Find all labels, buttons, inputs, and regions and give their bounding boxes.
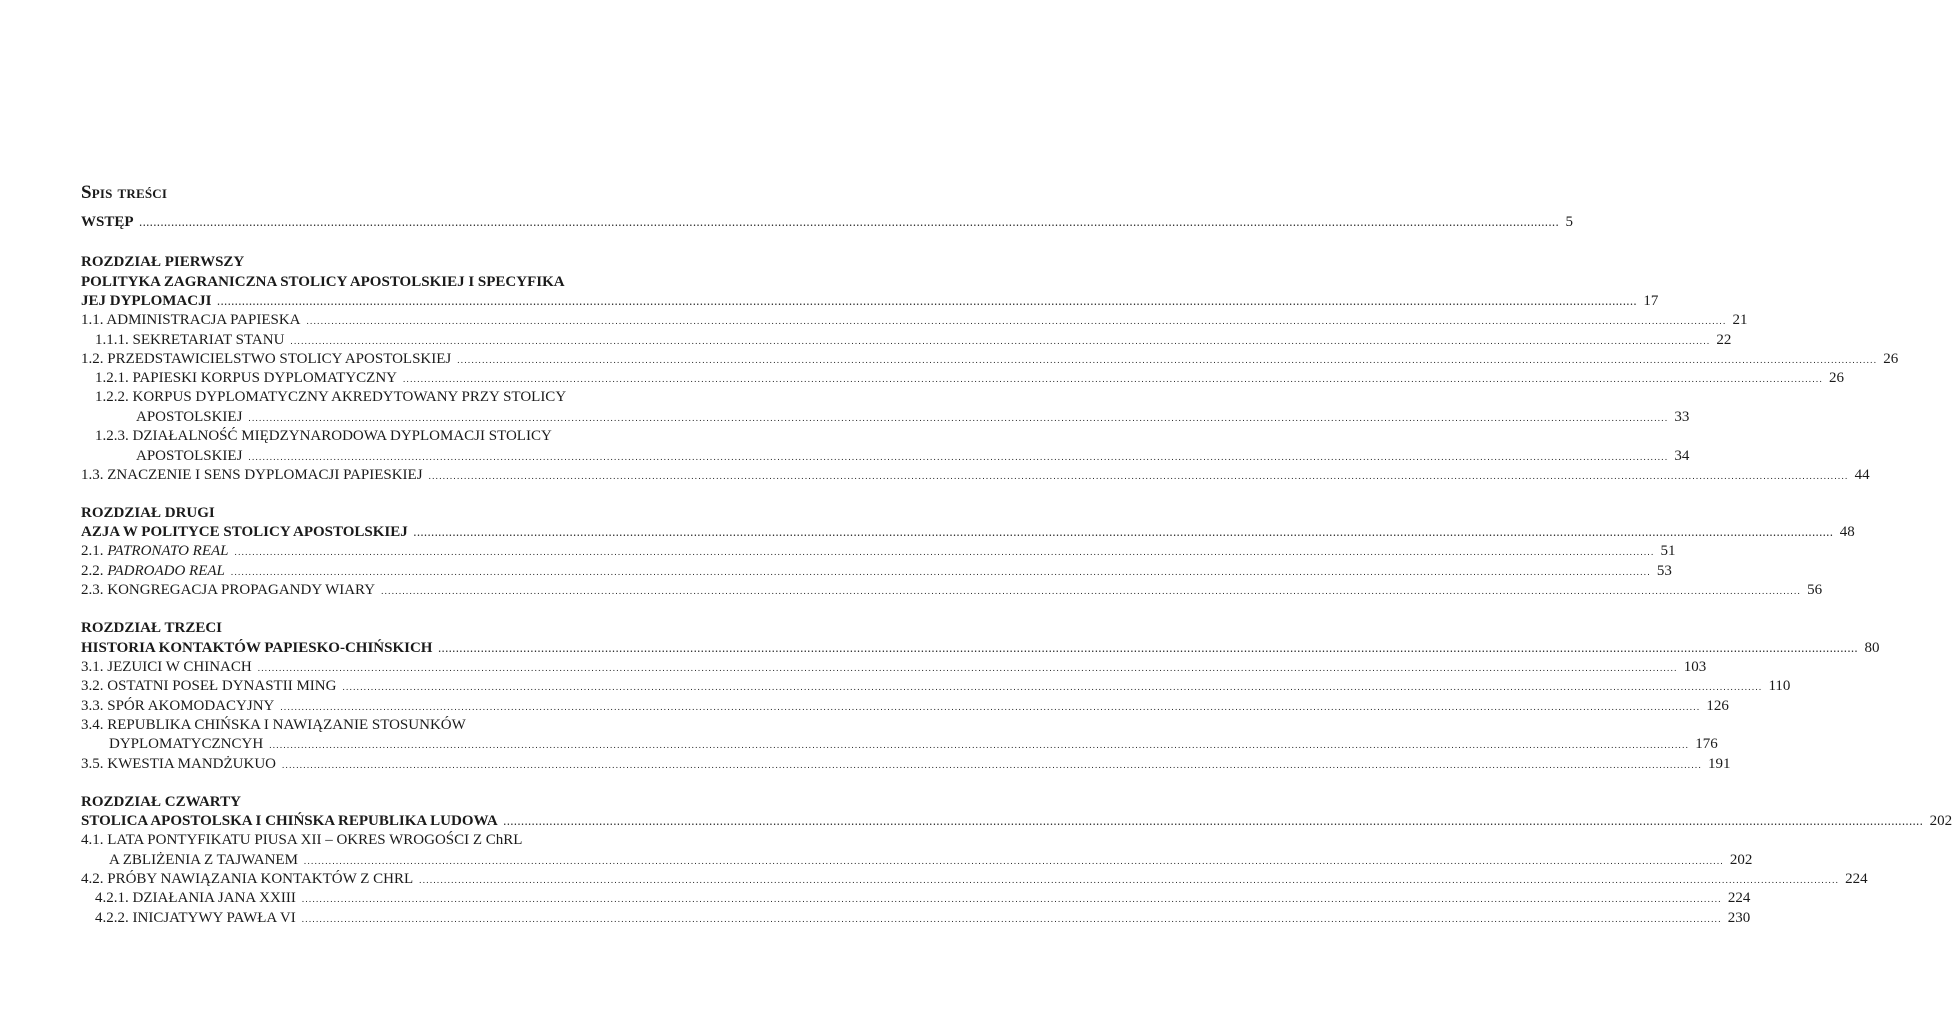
toc-entry-label: 1.2.1. PAPIESKI KORPUS DYPLOMATYCZNY — [95, 370, 397, 386]
toc-leader-dots: ................................................................................................................................................................................................................................................................................................................................................................................................................ — [419, 875, 1840, 885]
toc-entry — [81, 676, 1791, 696]
toc-entry-text — [81, 620, 222, 636]
toc-leader-dots: ................................................................................................................................................................................................................................................................................................................................................................................................................ — [280, 702, 1701, 712]
toc-entry-label: DYPLOMATYCZNCYH — [109, 736, 264, 752]
toc-heading — [81, 252, 648, 272]
toc-leader-dots: ................................................................................................................................................................................................................................................................................................................................................................................................................ — [230, 567, 1651, 577]
toc-entry — [81, 465, 1870, 485]
toc-leader-dots: ................................................................................................................................................................................................................................................................................................................................................................................................................ — [503, 817, 1924, 827]
toc-entry-label: PATRONATO REAL — [107, 543, 229, 559]
toc-page-number: 22 — [1716, 332, 1732, 348]
toc-entry-label: AZJA W POLITYCE STOLICY APOSTOLSKIEJ — [81, 524, 408, 540]
toc-entry-text — [81, 811, 498, 831]
toc-entry-text — [81, 274, 565, 290]
toc-leader-dots: ................................................................................................................................................................................................................................................................................................................................................................................................................ — [139, 218, 1560, 228]
toc-entry-text — [109, 850, 298, 870]
toc-entry-label: PADROADO REAL — [107, 563, 225, 579]
toc-entry-label: 3.3. SPÓR AKOMODACYJNY — [81, 698, 275, 714]
toc-entry-text — [81, 349, 451, 369]
toc-entry-text — [95, 389, 566, 405]
toc-page-number: 17 — [1643, 293, 1659, 309]
toc-entry-label: ROZDZIAŁ CZWARTY — [81, 794, 241, 810]
toc-entry-label: ROZDZIAŁ TRZECI — [81, 620, 223, 636]
toc-entry — [109, 734, 1718, 754]
toc-entry-label: 1.2.3. DZIAŁALNOŚĆ MIĘDZYNARODOWA DYPLOMACJI STOLICY — [95, 428, 552, 444]
toc-entry-text — [95, 428, 552, 444]
toc-entry — [81, 541, 1676, 561]
toc-entry-label: 3.5. KWESTIA MANDŻUKUO — [81, 756, 276, 772]
toc-entry-text — [81, 212, 134, 232]
toc-entry-text — [81, 638, 432, 658]
toc-entry-label: 2.3. KONGREGACJA PROPAGANDY WIARY — [81, 582, 376, 598]
toc-entry-label: A ZBLIŻENIA Z TAJWANEM — [109, 852, 298, 868]
toc-entry-text — [81, 254, 244, 270]
toc-entry-label: WSTĘP — [81, 214, 134, 230]
toc-page-number: 202 — [1729, 852, 1753, 868]
toc-leader-dots: ................................................................................................................................................................................................................................................................................................................................................................................................................ — [257, 663, 1678, 673]
toc-leader-dots: ................................................................................................................................................................................................................................................................................................................................................................................................................ — [306, 316, 1727, 326]
toc-entry — [81, 212, 1574, 232]
toc-entry-label: 1.1. ADMINISTRACJA PAPIESKA — [81, 312, 301, 328]
toc-entry — [81, 522, 1855, 542]
toc-entry-label: ROZDZIAŁ DRUGI — [81, 505, 215, 521]
toc-entry-text — [81, 522, 408, 542]
toc-leader-dots: ................................................................................................................................................................................................................................................................................................................................................................................................................ — [248, 452, 1669, 462]
toc-page-number: 202 — [1929, 813, 1952, 829]
toc-entry-label: 1.3. ZNACZENIE I SENS DYPLOMACJI PAPIESKIEJ — [81, 467, 423, 483]
toc-page-number: 21 — [1732, 312, 1748, 328]
toc-page-number: 103 — [1683, 659, 1707, 675]
toc-entry-label: 4.1. LATA PONTYFIKATU PIUSA XII – OKRES WROGOŚCI Z ChRL — [81, 832, 523, 848]
toc-leader-dots: ................................................................................................................................................................................................................................................................................................................................................................................................................ — [217, 297, 1638, 307]
toc-heading — [81, 715, 648, 735]
toc-entry-text — [136, 407, 242, 427]
toc-heading — [81, 830, 648, 850]
toc-leader-dots: ................................................................................................................................................................................................................................................................................................................................................................................................................ — [428, 471, 1849, 481]
toc-page-number: 126 — [1706, 698, 1729, 714]
toc-entry-label: 4.2. PRÓBY NAWIĄZANIA KONTAKTÓW Z CHRL — [81, 871, 414, 887]
toc-entry-number: 2.2. — [81, 563, 108, 579]
toc-leader-dots: ................................................................................................................................................................................................................................................................................................................................................................................................................ — [413, 528, 1834, 538]
toc-entry — [81, 657, 1707, 677]
toc-entry-label: 3.1. JEZUICI W CHINACH — [81, 659, 252, 675]
toc-entry-label: JEJ DYPLOMACJI — [81, 293, 212, 309]
toc-entry-text — [81, 465, 423, 485]
toc-entry-label: ROZDZIAŁ PIERWSZY — [81, 254, 245, 270]
toc-entry — [81, 811, 1952, 831]
toc-page-number: 80 — [1864, 640, 1880, 656]
toc-page-number: 44 — [1854, 467, 1870, 483]
toc-entry-label: 3.2. OSTATNI POSEŁ DYNASTII MING — [81, 678, 337, 694]
toc-entry-text — [81, 832, 522, 848]
toc-entry-text — [109, 734, 263, 754]
toc-entry-text — [81, 676, 336, 696]
toc-page-number: 56 — [1807, 582, 1823, 598]
toc-heading — [95, 387, 648, 407]
toc-leader-dots: ................................................................................................................................................................................................................................................................................................................................................................................................................ — [248, 413, 1669, 423]
toc-page-number: 33 — [1674, 409, 1690, 425]
toc-page-number: 230 — [1727, 910, 1751, 926]
toc-heading — [95, 426, 648, 446]
toc-entry-label: HISTORIA KONTAKTÓW PAPIESKO-CHIŃSKICH — [81, 640, 433, 656]
toc-entry — [95, 330, 1732, 350]
toc-entry — [136, 446, 1690, 466]
toc-page-number: 5 — [1565, 214, 1574, 230]
toc-entry-text — [81, 541, 229, 561]
toc-page-number: 191 — [1708, 756, 1731, 772]
toc-heading — [81, 792, 648, 812]
toc-entry — [81, 291, 1659, 311]
toc-page-number: 176 — [1695, 736, 1718, 752]
toc-entry-label: STOLICA APOSTOLSKA I CHIŃSKA REPUBLIKA LUDOWA — [81, 813, 498, 829]
toc-entry-text — [81, 696, 274, 716]
toc-entry-text — [81, 580, 375, 600]
toc-leader-dots: ................................................................................................................................................................................................................................................................................................................................................................................................................ — [301, 894, 1722, 904]
toc-entry — [81, 580, 1823, 600]
toc-entry-text — [81, 869, 413, 889]
toc-leader-dots: ................................................................................................................................................................................................................................................................................................................................................................................................................ — [342, 682, 1763, 692]
toc-entry — [95, 888, 1751, 908]
toc-heading — [81, 618, 648, 638]
toc-leader-dots: ................................................................................................................................................................................................................................................................................................................................................................................................................ — [457, 355, 1878, 365]
toc-entry-text — [81, 717, 466, 733]
toc-heading — [81, 503, 648, 523]
toc-entry-text — [136, 446, 242, 466]
toc-entry-label: 1.1.1. SEKRETARIAT STANU — [95, 332, 285, 348]
toc-entry — [136, 407, 1690, 427]
toc-leader-dots: ................................................................................................................................................................................................................................................................................................................................................................................................................ — [403, 374, 1823, 384]
toc-entry-text — [81, 794, 241, 810]
toc-entry-label: POLITYKA ZAGRANICZNA STOLICY APOSTOLSKIEJ I SPECYFIKA — [81, 274, 565, 290]
toc-leader-dots: ................................................................................................................................................................................................................................................................................................................................................................................................................ — [269, 740, 1690, 750]
toc-page-number: 51 — [1660, 543, 1676, 559]
toc-page-number: 110 — [1768, 678, 1791, 694]
toc-leader-dots: ................................................................................................................................................................................................................................................................................................................................................................................................................ — [282, 760, 1702, 770]
toc-page-number: 34 — [1674, 448, 1690, 464]
toc-entry-label: APOSTOLSKIEJ — [136, 409, 243, 425]
toc-entry-text — [95, 908, 296, 928]
toc-page-number: 53 — [1656, 563, 1672, 579]
toc-entry-label: 1.2. PRZEDSTAWICIELSTWO STOLICY APOSTOLSKIEJ — [81, 351, 452, 367]
toc-heading — [81, 272, 648, 292]
toc-page-number: 224 — [1845, 871, 1868, 887]
toc-entry-text — [95, 330, 284, 350]
toc-leader-dots: ................................................................................................................................................................................................................................................................................................................................................................................................................ — [290, 336, 1711, 346]
toc-title: Spis treści — [81, 182, 168, 203]
toc-entry — [81, 869, 1868, 889]
toc-page-number: 26 — [1883, 351, 1899, 367]
toc-entry-label: 3.4. REPUBLIKA CHIŃSKA I NAWIĄZANIE STOSUNKÓW — [81, 717, 466, 733]
toc-entry — [81, 754, 1731, 774]
toc-entry-text — [81, 310, 301, 330]
toc-entry-text — [81, 291, 211, 311]
toc-entry-label: 1.2.2. KORPUS DYPLOMATYCZNY AKREDYTOWANY PRZY STOLICY — [95, 389, 567, 405]
toc-entry — [81, 638, 1880, 658]
toc-leader-dots: ................................................................................................................................................................................................................................................................................................................................................................................................................ — [234, 547, 1655, 557]
toc-entry — [95, 368, 1844, 388]
toc-entry-text — [81, 505, 215, 521]
toc-leader-dots: ................................................................................................................................................................................................................................................................................................................................................................................................................ — [301, 914, 1722, 924]
toc-entry-text — [81, 561, 225, 581]
toc-leader-dots: ................................................................................................................................................................................................................................................................................................................................................................................................................ — [303, 856, 1724, 866]
toc-entry-number: 2.1. — [81, 543, 108, 559]
toc-entry-text — [81, 754, 276, 774]
toc-entry — [81, 561, 1672, 581]
toc-leader-dots: ................................................................................................................................................................................................................................................................................................................................................................................................................ — [381, 586, 1802, 596]
toc-leader-dots: ................................................................................................................................................................................................................................................................................................................................................................................................................ — [438, 644, 1859, 654]
toc-entry-label: APOSTOLSKIEJ — [136, 448, 243, 464]
toc-entry — [81, 349, 1899, 369]
toc-entry-label: 4.2.2. INICJATYWY PAWŁA VI — [95, 910, 296, 926]
toc-entry-text — [95, 888, 296, 908]
toc-page-number: 224 — [1727, 890, 1751, 906]
toc-entry — [95, 908, 1751, 928]
toc-entry-text — [81, 657, 252, 677]
toc-entry — [109, 850, 1753, 870]
toc-page-number: 48 — [1839, 524, 1855, 540]
toc-page-number: 26 — [1829, 370, 1844, 386]
toc-entry-text — [95, 368, 397, 388]
toc-entry — [81, 310, 1748, 330]
toc-entry — [81, 696, 1729, 716]
toc-entry-label: 4.2.1. DZIAŁANIA JANA XXIII — [95, 890, 296, 906]
